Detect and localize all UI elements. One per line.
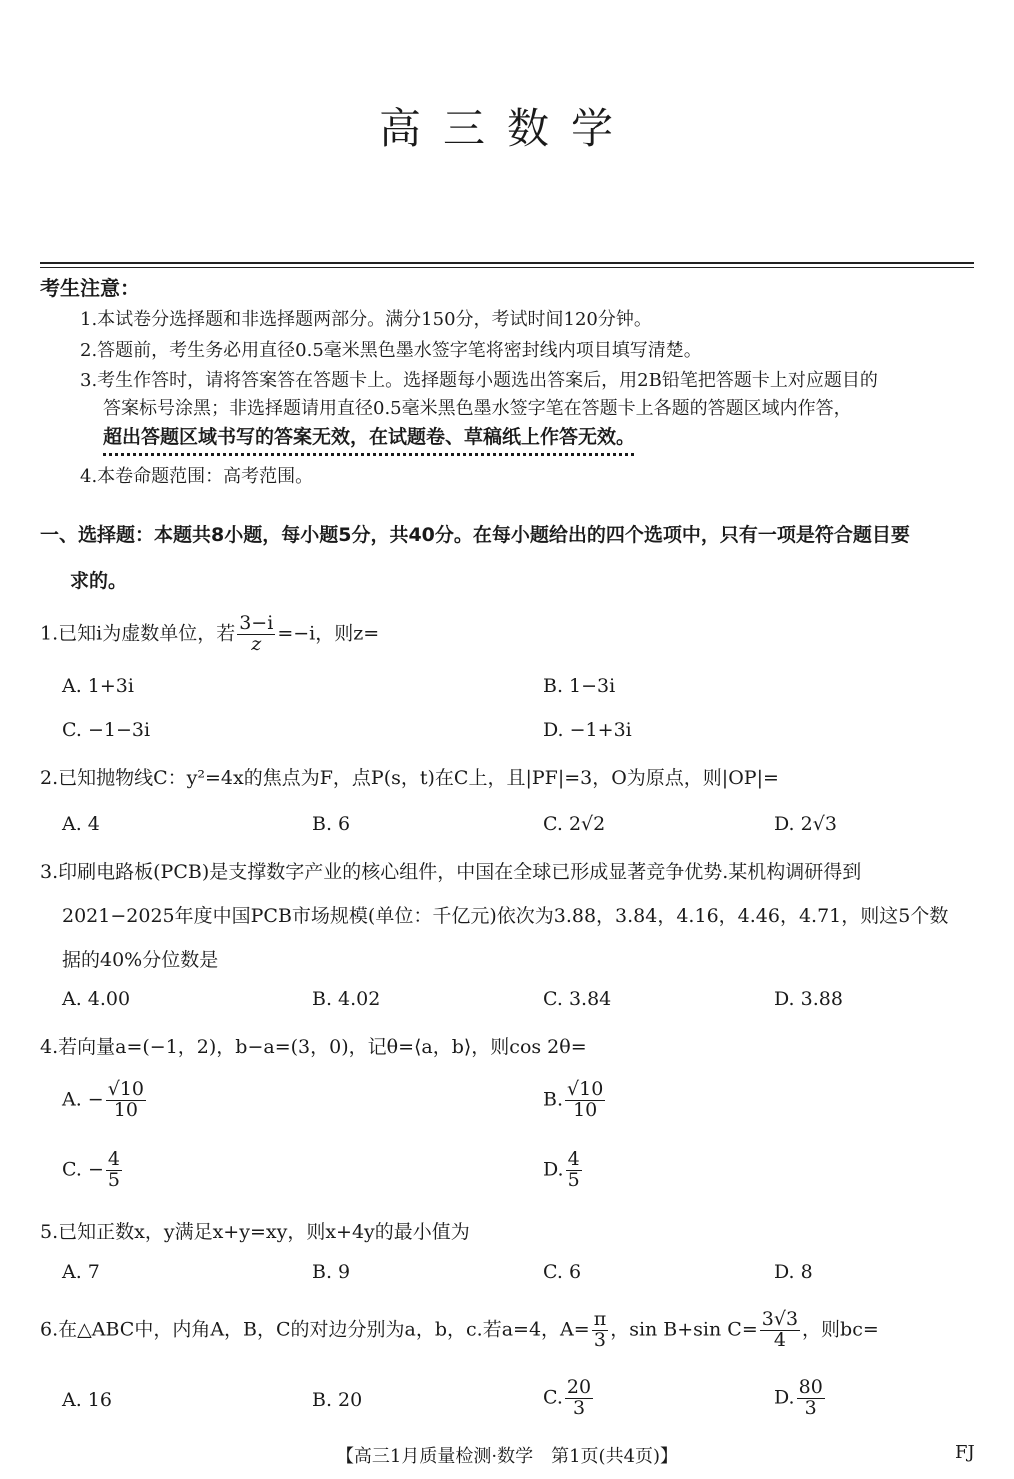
q6-c-label: C. — [543, 1386, 563, 1409]
q4-b-den: 10 — [573, 1098, 598, 1121]
q4-option-d — [543, 1150, 584, 1191]
q6-fraction-1 — [592, 1310, 609, 1351]
q6-d-fraction — [797, 1378, 825, 1419]
q2-option-d: D. 2√3 — [774, 813, 837, 835]
q1-option-b: B. 1−3i — [543, 675, 616, 697]
notice-item-4: 4.本卷命题范围：高考范围。 — [80, 466, 314, 487]
q4-c-label: C. − — [62, 1158, 104, 1181]
q6-option-b: B. 20 — [312, 1389, 363, 1411]
q6-option-a: A. 16 — [62, 1389, 112, 1411]
q4-a-label: A. − — [62, 1088, 104, 1111]
q4-c-num: 4 — [107, 1148, 120, 1170]
notice-item-3: 3.考生作答时，请将答案答在答题卡上。选择题每小题选出答案后，用2B铅笔把答题卡上对应题目的 — [80, 370, 878, 391]
question-3-line-2: 2021−2025年度中国PCB市场规模(单位：千亿元)依次为3.88，3.84，4.16，4.46，4.71，则这5个数 — [62, 905, 949, 927]
q6-c-num: 20 — [566, 1376, 592, 1398]
q6-option-c — [543, 1378, 595, 1419]
q1-option-d: D. −1+3i — [543, 719, 632, 741]
q4-d-label: D. — [543, 1158, 564, 1181]
page-title: 高三数学 — [378, 104, 635, 153]
page-footer: 【高三1月质量检测·数学 第1页(共4页)】 — [335, 1446, 679, 1467]
q3-option-a: A. 4.00 — [62, 988, 131, 1010]
q6-c-den: 3 — [572, 1396, 586, 1419]
q6-d-label: D. — [774, 1386, 795, 1409]
q4-a-den: 10 — [113, 1098, 138, 1121]
q2-option-a: A. 4 — [62, 813, 100, 835]
q4-d-fraction — [566, 1150, 582, 1191]
q4-a-fraction — [106, 1080, 146, 1121]
q6-option-d — [774, 1378, 827, 1419]
notice-emphasis: 超出答题区域书写的答案无效，在试题卷、草稿纸上作答无效。 — [103, 426, 636, 448]
q6-post: ，则bc= — [802, 1318, 879, 1341]
q1-post: =−i，则z= — [277, 622, 380, 645]
q2-option-b: B. 6 — [312, 813, 351, 835]
q4-d-den: 5 — [567, 1168, 580, 1191]
q6-f1-den: 3 — [593, 1328, 606, 1351]
q4-option-a — [62, 1080, 148, 1121]
q4-d-num: 4 — [567, 1148, 580, 1170]
q5-option-b: B. 9 — [312, 1261, 351, 1283]
footer-code: FJ — [955, 1442, 975, 1463]
q4-b-label: B. — [543, 1088, 564, 1111]
notice-item-3-cont: 答案标号涂黑；非选择题请用直径0.5毫米黑色墨水签字笔在答题卡上各题的答题区域内作答， — [103, 398, 852, 419]
q6-d-num: 80 — [798, 1376, 823, 1398]
header-rule — [40, 262, 974, 264]
question-3-line-1: 3.印刷电路板(PCB)是支撑数字产业的核心组件，中国在全球已形成显著竞争优势.某机构调研得到 — [40, 861, 862, 883]
question-6 — [40, 1310, 879, 1351]
q1-pre: 1.已知i为虚数单位，若 — [40, 622, 236, 645]
notice-heading: 考生注意： — [40, 276, 140, 300]
q6-c-fraction — [565, 1378, 593, 1419]
question-1 — [40, 614, 379, 655]
header-rule-thin — [40, 267, 974, 268]
question-2: 2.已知抛物线C：y²=4x的焦点为F，点P(s，t)在C上，且|PF|=3，O为原点，则|OP|= — [40, 767, 779, 789]
q3-option-d: D. 3.88 — [774, 988, 843, 1010]
q1-option-c: C. −1−3i — [62, 719, 151, 741]
q4-option-b — [543, 1080, 607, 1121]
q6-f2-num: 3√3 — [761, 1308, 799, 1330]
q5-option-a: A. 7 — [62, 1261, 100, 1283]
q1-frac-den: z — [251, 632, 262, 655]
q4-option-c — [62, 1150, 124, 1191]
q4-c-den: 5 — [107, 1168, 120, 1191]
q4-c-fraction — [106, 1150, 122, 1191]
question-3-line-3: 据的40%分位数是 — [62, 949, 219, 971]
q1-option-a: A. 1+3i — [62, 675, 134, 697]
q2-option-c: C. 2√2 — [543, 813, 606, 835]
section-heading-cont: 求的。 — [70, 570, 128, 592]
q4-b-fraction — [565, 1080, 605, 1121]
q3-option-b: B. 4.02 — [312, 988, 381, 1010]
question-4: 4.若向量a=(−1，2)，b−a=(3，0)，记θ=⟨a，b⟩，则cos 2θ= — [40, 1036, 587, 1058]
q5-option-d: D. 8 — [774, 1261, 813, 1283]
q6-pre: 6.在△ABC中，内角A，B，C的对边分别为a，b，c.若a=4，A= — [40, 1318, 590, 1341]
section-heading: 一、选择题：本题共8小题，每小题5分，共40分。在每小题给出的四个选项中，只有一项是符合题目要 — [40, 524, 910, 546]
q1-frac-num: 3−i — [239, 612, 274, 634]
q5-option-c: C. 6 — [543, 1261, 582, 1283]
q6-mid: ，sin B+sin C= — [610, 1318, 758, 1341]
q6-f1-num: π — [593, 1308, 607, 1330]
notice-item-2: 2.答题前，考生务必用直径0.5毫米黑色墨水签字笔将密封线内项目填写清楚。 — [80, 340, 702, 361]
question-5: 5.已知正数x，y满足x+y=xy，则x+4y的最小值为 — [40, 1221, 470, 1243]
q3-option-c: C. 3.84 — [543, 988, 612, 1010]
q6-d-den: 3 — [804, 1396, 817, 1419]
q4-a-num: √10 — [107, 1078, 145, 1100]
q6-fraction-2 — [760, 1310, 800, 1351]
notice-item-1: 1.本试卷分选择题和非选择题两部分。满分150分，考试时间120分钟。 — [80, 309, 652, 330]
q6-f2-den: 4 — [773, 1328, 786, 1351]
q4-b-num: √10 — [567, 1078, 604, 1100]
q1-fraction — [237, 614, 275, 655]
